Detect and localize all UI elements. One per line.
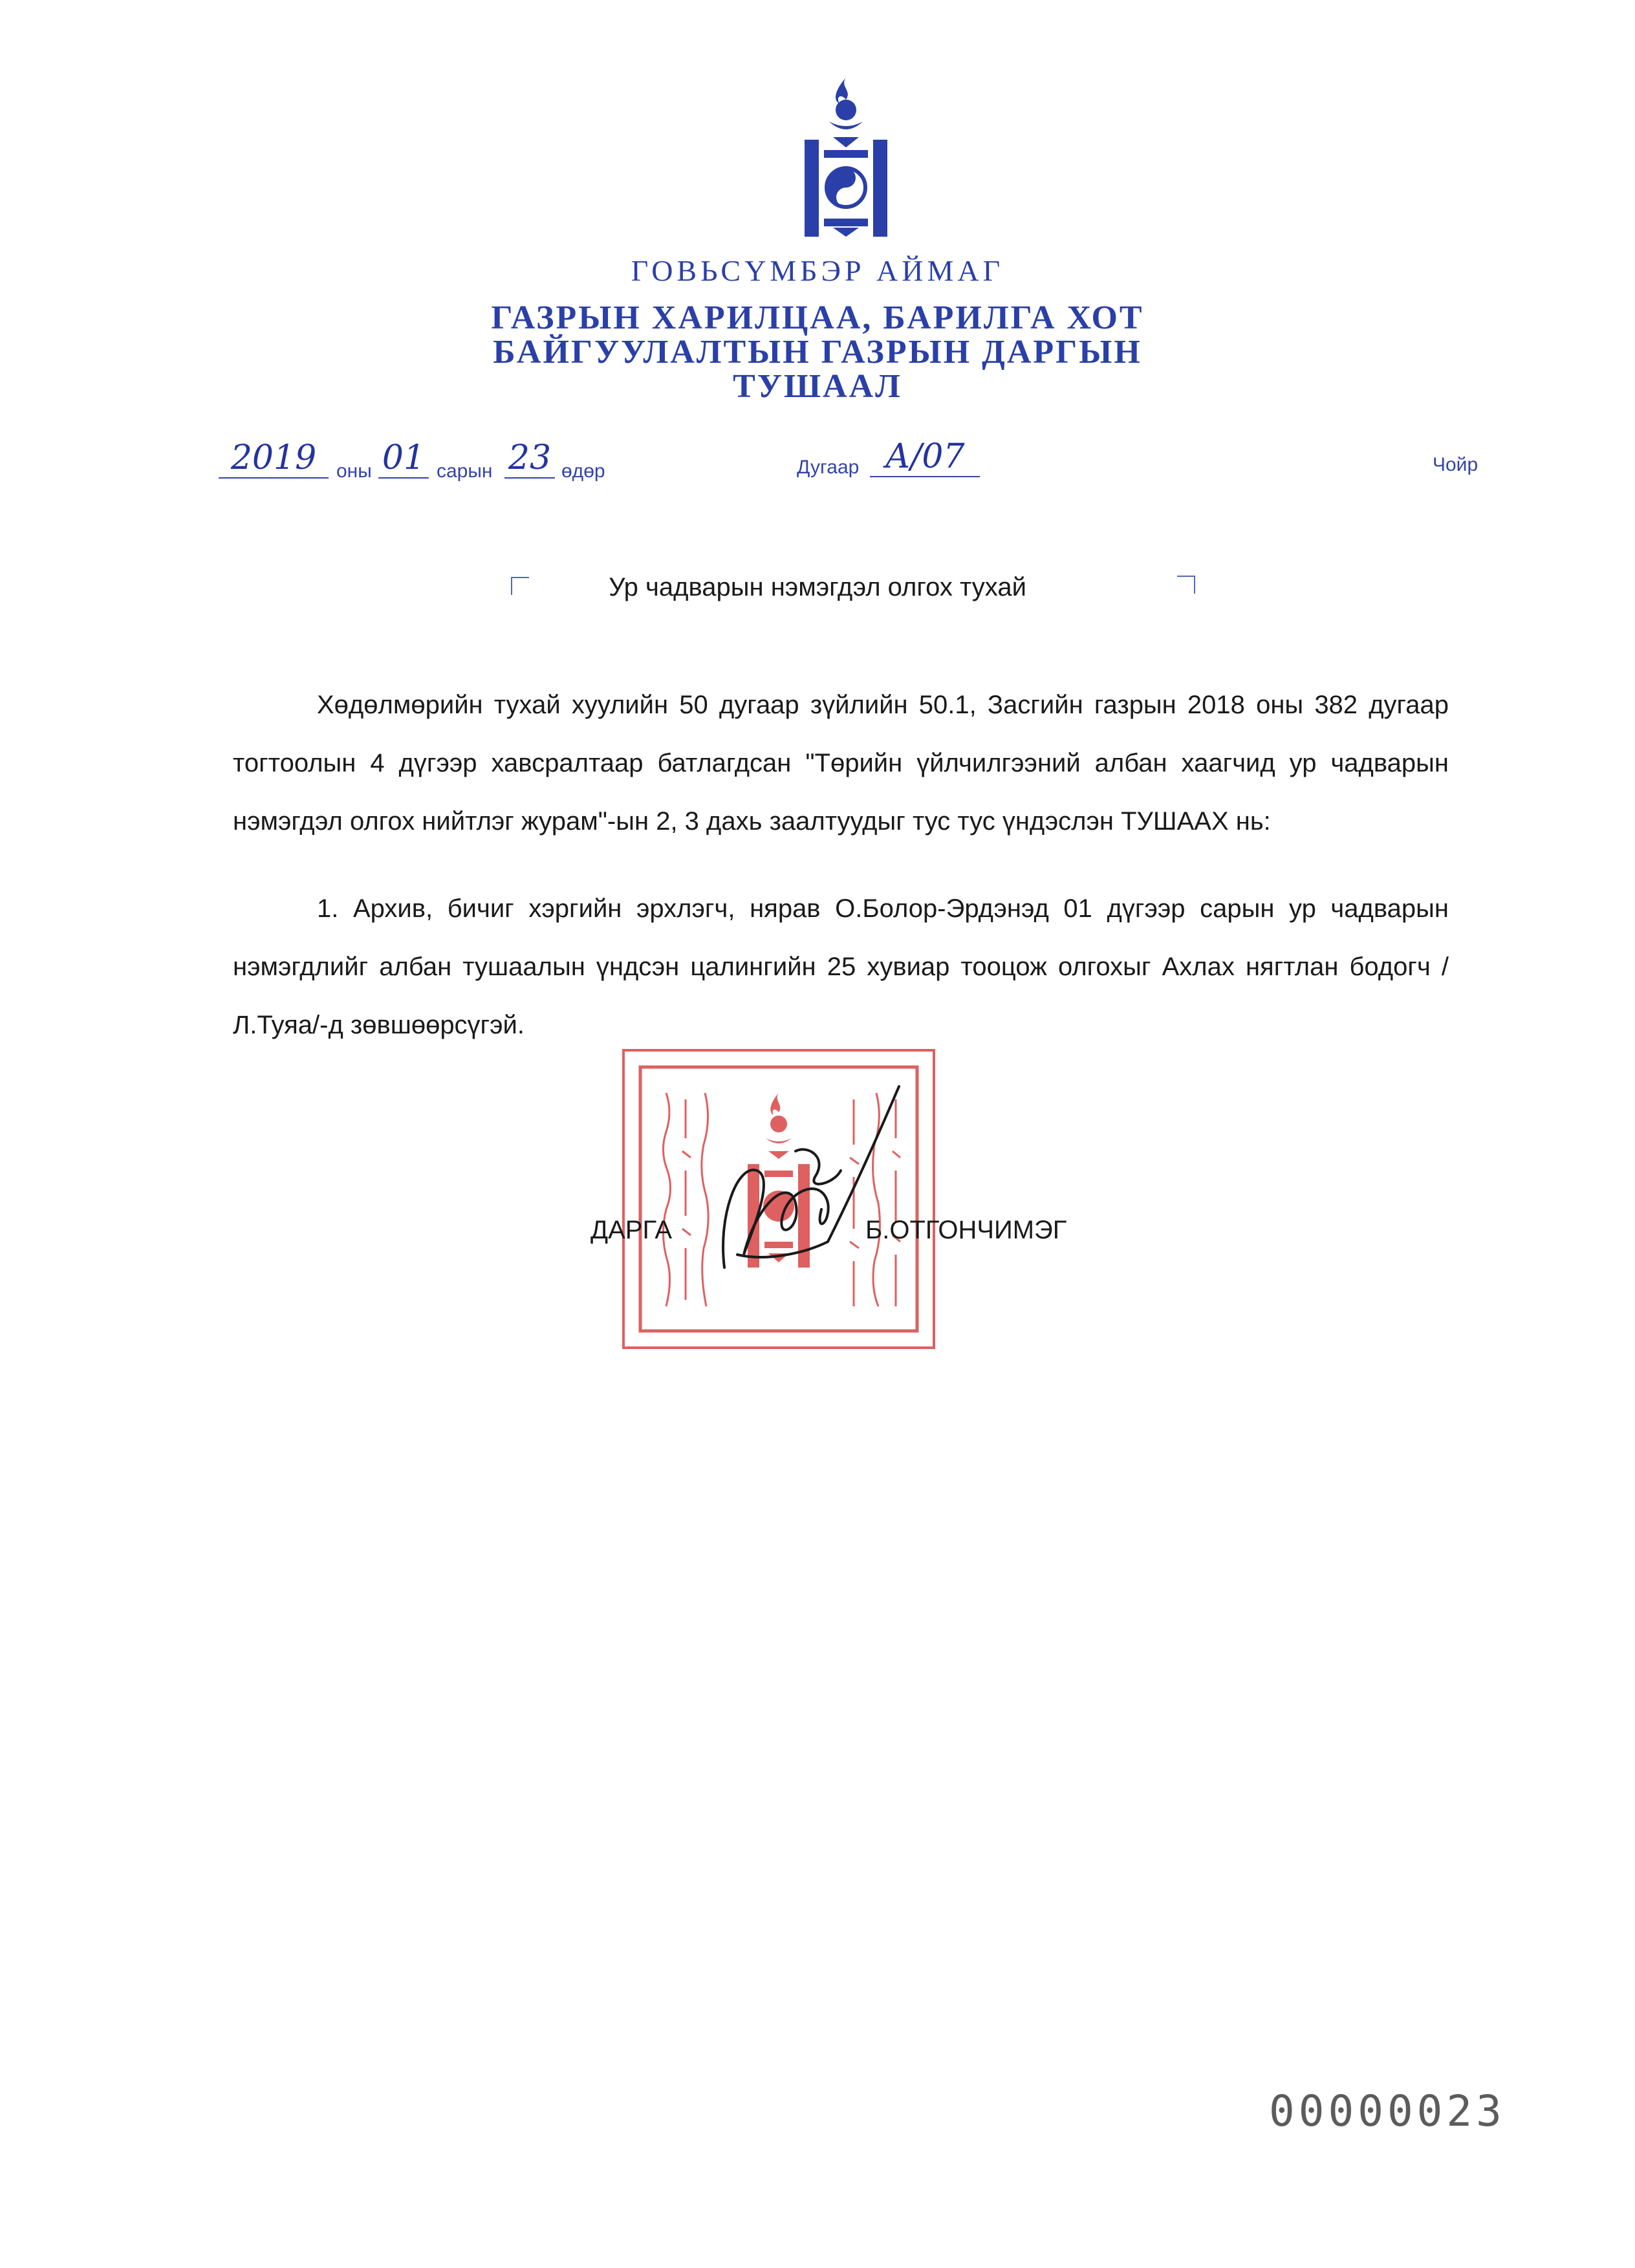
- body-paragraph-2: 1. Архив, бичиг хэргийн эрхлэгч, нярав О.Болор-Эрдэнэд 01 дүгээр сарын ур чадварын нэмэгдлийг албан тушаалын үндсэн цалингийн 25 хувиар тооцож олгохыг Ахлах нягтлан бодогч /Л.Туяа/-д зөвшөөрсүгэй.: [233, 894, 1449, 1039]
- signatory-name: Б.ОТГОНЧИМЭГ: [865, 1216, 1067, 1244]
- organization-name-line1: ГАЗРЫН ХАРИЛЦАА, БАРИЛГА ХОТ: [491, 299, 1144, 336]
- document-type: ТУШААЛ: [733, 368, 902, 405]
- document-number: А/07: [870, 437, 980, 477]
- date-year-field: [219, 438, 335, 479]
- handwritten-signature: [698, 1074, 918, 1306]
- year-label: оны: [336, 460, 372, 482]
- day-label: өдөр: [561, 460, 605, 482]
- date-month-field: [378, 438, 429, 479]
- number-label: Дугаар: [797, 457, 860, 478]
- date-day-field: [504, 438, 555, 479]
- date-year: 2019: [219, 438, 329, 479]
- document-serial-number: 00000023: [1269, 2086, 1506, 2136]
- aimag-name: ГОВЬСҮМБЭР АЙМАГ: [631, 254, 1004, 287]
- body-paragraph-1: Хөдөлмөрийн тухай хуулийн 50 дугаар зүйлийн 50.1, Засгийн газрын 2018 оны 382 дугаар тогтоолын 4 дүгээр хавсралтаар батлагдсан "Төрийн үйлчилгээний албан хаагчид ур чадварын нэмэгдэл олгох нийтлэг журам"-ын 2, 3 дахь заалтуудыг тус тус үндэслэн ТУШААХ нь:: [233, 691, 1449, 836]
- month-label: сарын: [437, 460, 493, 482]
- organization-name-line2: БАЙГУУЛАЛТЫН ГАЗРЫН ДАРГЫН: [493, 334, 1142, 371]
- date-month: 01: [378, 438, 429, 479]
- signatory-title: ДАРГА: [590, 1216, 673, 1244]
- document-number-field: [870, 437, 980, 477]
- place-name: Чойр: [1433, 454, 1478, 475]
- subject-title: Ур чадварын нэмэгдэл олгох тухай: [609, 573, 1026, 601]
- date-day: 23: [504, 438, 555, 479]
- soyombo-emblem-icon: [794, 78, 898, 239]
